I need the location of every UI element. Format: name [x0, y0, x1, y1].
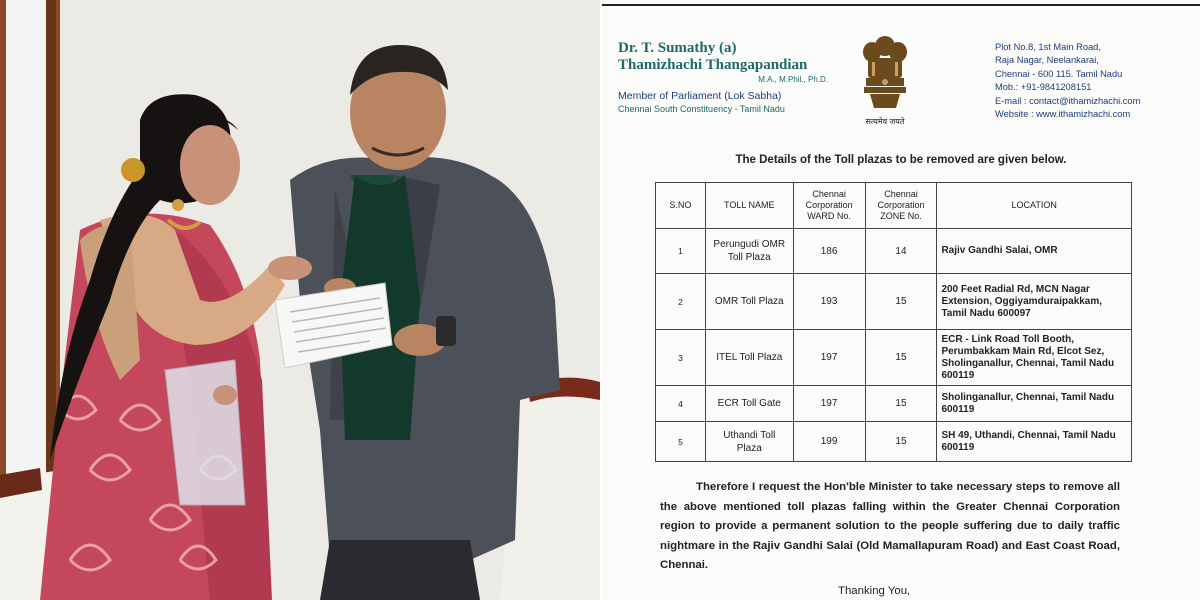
cell-sno: 2	[656, 274, 706, 330]
letterhead-sender	[618, 40, 848, 114]
sender-name-line2: Thamizhachi Thangapandian	[618, 57, 808, 73]
cell-sno: 5	[656, 422, 706, 462]
letterhead-address	[995, 41, 1195, 121]
address-line2: Raja Nagar, Neelankarai,	[995, 55, 1099, 66]
cell-location: ECR - Link Road Toll Booth, Perumbakkam Main Rd, Elcot Sez, Sholinganallur, Chennai, Tamil Nadu 600119	[937, 330, 1132, 386]
cell-toll-name: Uthandi Toll Plaza	[705, 422, 793, 462]
table-row	[656, 422, 1132, 462]
sender-constituency: Chennai South Constituency - Tamil Nadu	[618, 104, 785, 114]
address-mobile: Mob.: +91-9841208151	[995, 82, 1092, 93]
header-zone: Chennai Corporation ZONE No.	[865, 183, 937, 229]
cell-zone: 15	[865, 330, 937, 386]
cell-toll-name: ITEL Toll Plaza	[705, 330, 793, 386]
cell-location: Rajiv Gandhi Salai, OMR	[937, 229, 1132, 274]
address-website: Website : www.ithamizhachi.com	[995, 109, 1131, 120]
cell-ward: 193	[793, 274, 865, 330]
header-location: LOCATION	[937, 183, 1132, 229]
cell-ward: 186	[793, 229, 865, 274]
cell-location: 200 Feet Radial Rd, MCN Nagar Extension, Oggiyamduraipakkam, Tamil Nadu 600097	[937, 274, 1132, 330]
header-ward: Chennai Corporation WARD No.	[793, 183, 865, 229]
emblem-motto: सत्यमेव जयते	[865, 117, 905, 126]
letter-document	[602, 0, 1200, 600]
cell-ward: 199	[793, 422, 865, 462]
national-emblem	[860, 32, 910, 126]
cell-zone: 15	[865, 274, 937, 330]
cell-toll-name: Perungudi OMR Toll Plaza	[705, 229, 793, 274]
cell-toll-name: ECR Toll Gate	[705, 386, 793, 422]
header-sno: S.NO	[656, 183, 706, 229]
cell-ward: 197	[793, 386, 865, 422]
table-row	[656, 330, 1132, 386]
address-line3: Chennai - 600 115. Tamil Nadu	[995, 68, 1123, 79]
cell-sno: 4	[656, 386, 706, 422]
table-row	[656, 229, 1132, 274]
cell-sno: 1	[656, 229, 706, 274]
cell-zone: 15	[865, 422, 937, 462]
cell-toll-name: OMR Toll Plaza	[705, 274, 793, 330]
table-header-row	[656, 183, 1132, 229]
cell-location: SH 49, Uthandi, Chennai, Tamil Nadu 600119	[937, 422, 1132, 462]
cell-ward: 197	[793, 330, 865, 386]
national-emblem-icon	[860, 32, 910, 110]
toll-plaza-table	[655, 182, 1132, 462]
sender-degrees: M.A., M.Phil., Ph.D.	[758, 75, 828, 84]
table-row	[656, 386, 1132, 422]
request-paragraph: Therefore I request the Hon'ble Minister to take necessary steps to remove all the above mentioned toll plazas falling within the Greater Chennai Corporation region to provide a permanent solution to the people suffering due to daily traffic nightmare in the Rajiv Gandhi Salai (Old Mamallapuram Road) and East Coast Road, Chennai.	[660, 481, 1120, 571]
cell-sno: 3	[656, 330, 706, 386]
sender-title: Member of Parliament (Lok Sabha)	[618, 90, 782, 102]
cell-zone: 15	[865, 386, 937, 422]
cell-zone: 14	[865, 229, 937, 274]
address-email: E-mail : contact@ithamizhachi.com	[995, 95, 1141, 106]
header-toll-name: TOLL NAME	[705, 183, 793, 229]
table-row	[656, 274, 1132, 330]
address-line1: Plot No.8, 1st Main Road,	[995, 42, 1101, 52]
letter-heading: The Details of the Toll plazas to be removed are given below.	[735, 154, 1067, 166]
sender-name-line1: Dr. T. Sumathy (a)	[618, 40, 737, 56]
top-rule	[602, 4, 1200, 6]
cell-location: Sholinganallur, Chennai, Tamil Nadu 600119	[937, 386, 1132, 422]
closing-text: Thanking You,	[838, 585, 911, 597]
